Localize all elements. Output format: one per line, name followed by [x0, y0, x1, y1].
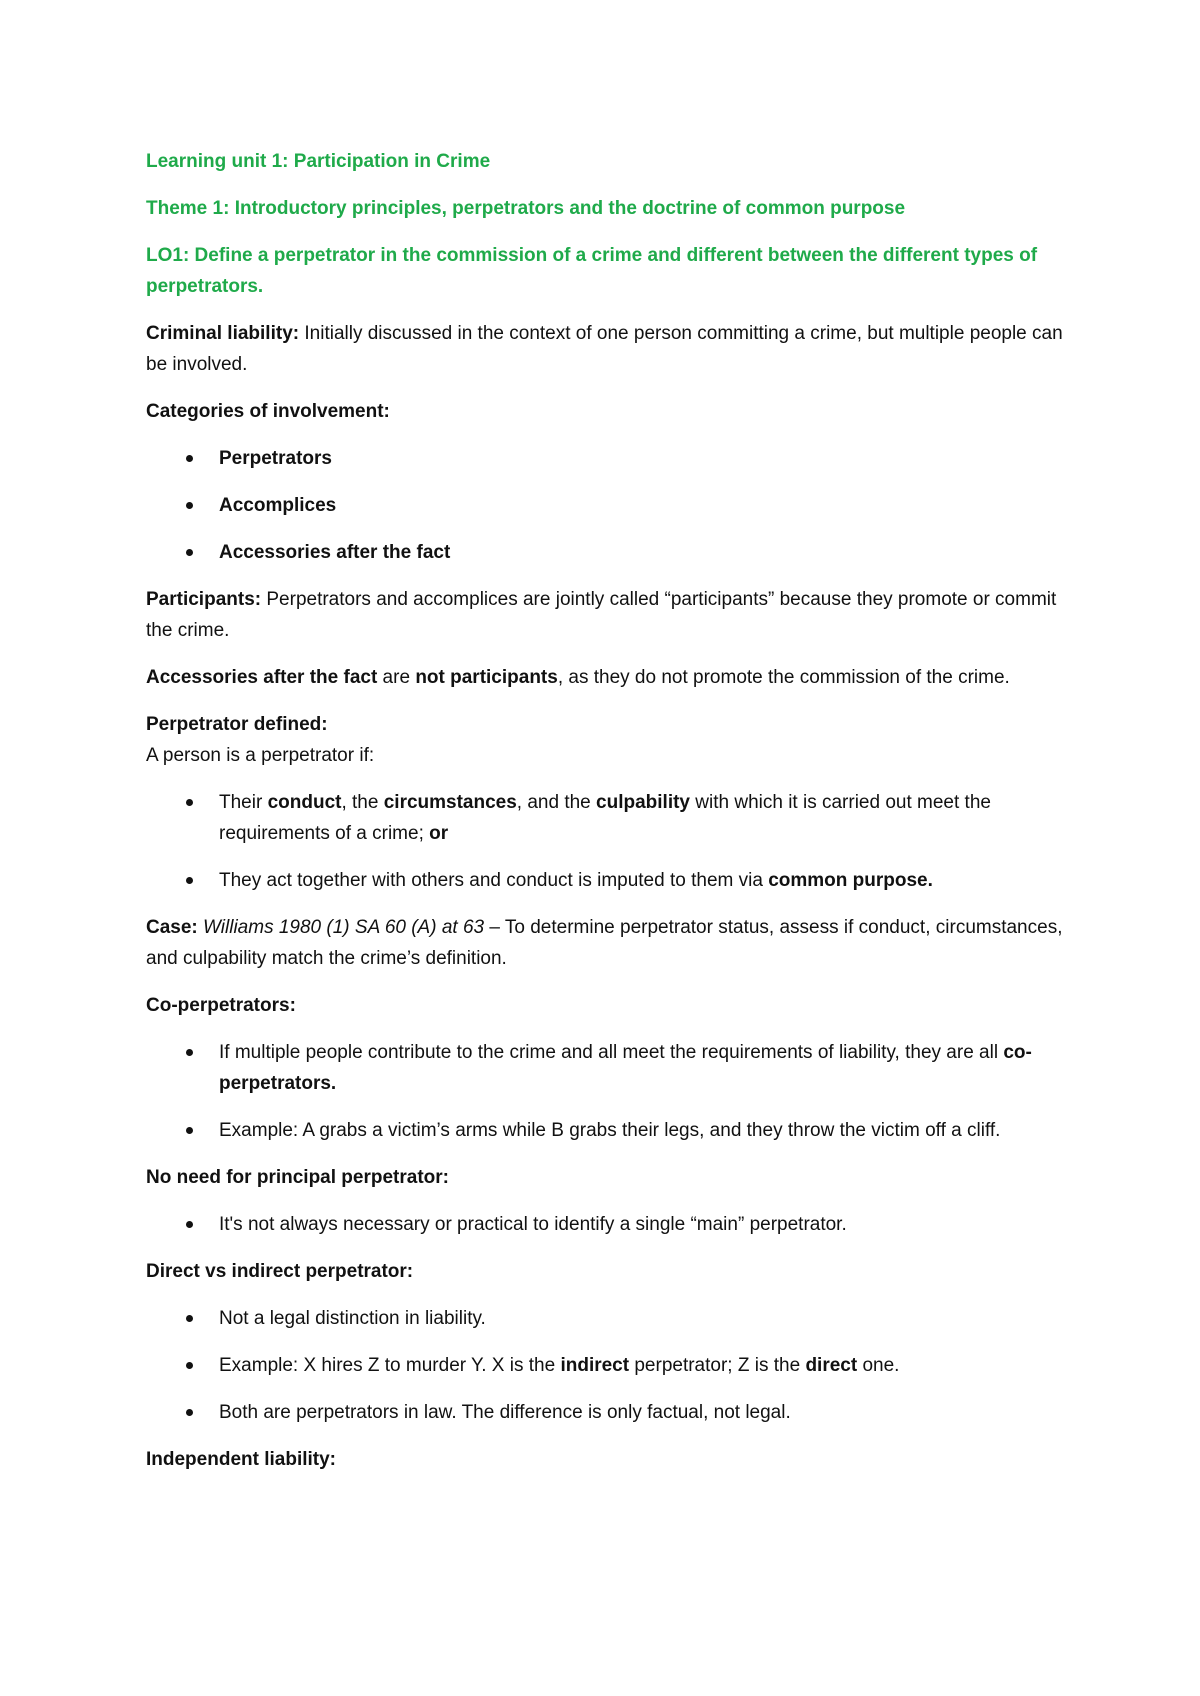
- list-item: Not a legal distinction in liability.: [146, 1303, 1066, 1334]
- list-item: They act together with others and conduct is imputed to them via common purpose.: [146, 865, 1066, 896]
- principal-label: No need for principal perpetrator:: [146, 1167, 449, 1188]
- independent-liability-label: Independent liability:: [146, 1449, 337, 1470]
- list-item: Both are perpetrators in law. The difference is only factual, not legal.: [146, 1397, 1066, 1428]
- categories-list: [146, 443, 1066, 568]
- unit-heading: Learning unit 1: Participation in Crime: [146, 151, 491, 172]
- list-item: Their conduct, the circumstances, and the culpability with which it is carried out meet the requirements of a crime; or: [146, 787, 1066, 849]
- co-perpetrators-label: Co-perpetrators:: [146, 995, 296, 1016]
- principal-list: [146, 1209, 1066, 1240]
- bullet-icon: [186, 1221, 193, 1228]
- bullet-icon: [186, 549, 193, 556]
- direct-indirect-label: Direct vs indirect perpetrator:: [146, 1261, 414, 1282]
- document-body: [146, 146, 1066, 1491]
- list-item: Accomplices: [146, 490, 1066, 521]
- case-paragraph: Case: Williams 1980 (1) SA 60 (A) at 63 – To determine perpetrator status, assess if conduct, circumstances, and culpability match the crime’s definition.: [146, 917, 1063, 969]
- co-perpetrators-list: [146, 1037, 1066, 1146]
- participants-paragraph: Participants: Perpetrators and accomplices are jointly called “participants” because they promote or commit the crime.: [146, 589, 1057, 641]
- criminal-liability-text: Initially discussed in the context of one person committing a crime, but multiple people can be involved.: [146, 323, 1063, 375]
- case-citation: Williams 1980 (1) SA 60 (A) at 63: [203, 917, 485, 938]
- perpetrator-defined-list: [146, 787, 1066, 896]
- bullet-icon: [186, 1315, 193, 1322]
- bullet-icon: [186, 1362, 193, 1369]
- learning-outcome-heading: LO1: Define a perpetrator in the commission of a crime and different between the different types of perpetrators.: [146, 245, 1038, 297]
- list-item: Accessories after the fact: [146, 537, 1066, 568]
- list-item: Perpetrators: [146, 443, 1066, 474]
- bullet-icon: [186, 877, 193, 884]
- criminal-liability-paragraph: [146, 318, 1066, 380]
- bullet-icon: [186, 455, 193, 462]
- perpetrator-defined-intro: A person is a perpetrator if:: [146, 745, 375, 766]
- list-item: It's not always necessary or practical to identify a single “main” perpetrator.: [146, 1209, 1066, 1240]
- bullet-icon: [186, 1127, 193, 1134]
- categories-label: Categories of involvement:: [146, 401, 390, 422]
- bullet-icon: [186, 1409, 193, 1416]
- list-item: Example: A grabs a victim’s arms while B grabs their legs, and they throw the victim off a cliff.: [146, 1115, 1066, 1146]
- list-item: Example: X hires Z to murder Y. X is the indirect perpetrator; Z is the direct one.: [146, 1350, 1066, 1381]
- list-item: If multiple people contribute to the crime and all meet the requirements of liability, they are all co-perpetrators.: [146, 1037, 1066, 1099]
- bullet-icon: [186, 1049, 193, 1056]
- perpetrator-defined-label: Perpetrator defined:: [146, 714, 328, 735]
- bullet-icon: [186, 799, 193, 806]
- theme-heading: Theme 1: Introductory principles, perpetrators and the doctrine of common purpose: [146, 198, 906, 219]
- accessories-paragraph: Accessories after the fact are not participants, as they do not promote the commission of the crime.: [146, 667, 1010, 688]
- criminal-liability-label: Criminal liability:: [146, 323, 300, 344]
- direct-indirect-list: [146, 1303, 1066, 1428]
- bullet-icon: [186, 502, 193, 509]
